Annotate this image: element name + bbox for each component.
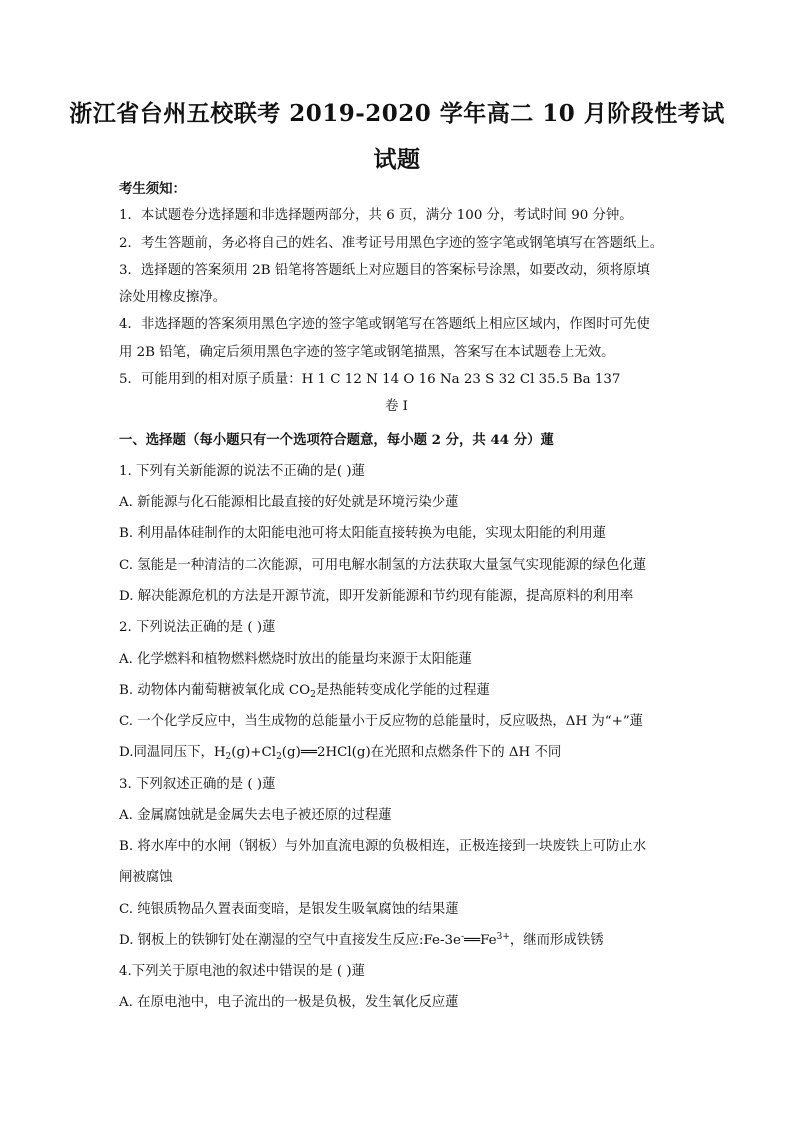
q1-option-b: B. 利用晶体硅制作的太阳能电池可将太阳能直接转换为电能，实现太阳能的利用蓮	[119, 526, 607, 541]
notice-item-4: 4．非选择题的答案须用黑色字迹的签字笔或钢笔写在答题纸上相应区域内，作图时可先使	[119, 317, 650, 332]
section-heading: 一、选择题（每小题只有一个选项符合题意，每小题 2 分，共 44 分）蓮	[119, 432, 554, 448]
q3-option-b: B. 将水库中的水闸（钢板）与外加直流电源的负极相连，正极连接到一块废铁上可防止水	[119, 839, 647, 854]
q3-option-c: C. 纯银质物品久置表面变暗，是银发生吸氧腐蚀的结果蓮	[119, 902, 459, 917]
q1-option-c: C. 氢能是一种清洁的二次能源，可用电解水制氢的方法获取大量氢气实现能源的绿色化蓮	[119, 558, 647, 573]
q4-option-a: A. 在原电池中，电子流出的一极是负极，发生氧化反应蓮	[119, 995, 459, 1010]
notice-heading: 考生须知：	[119, 181, 186, 197]
exam-title-line2: 试题	[373, 146, 421, 173]
q2-stem: 2. 下列说法正确的是 ( )蓮	[119, 620, 276, 635]
q2-option-c: C. 一个化学反应中，当生成物的总能量小于反应物的总能量时，反应吸热，ΔH 为“+”蓮	[119, 714, 644, 729]
q1-stem: 1. 下列有关新能源的说法不正确的是( )蓮	[119, 464, 365, 479]
q1-option-a: A. 新能源与化石能源相比最直接的好处就是环境污染少蓮	[119, 495, 459, 510]
notice-item-5: 5．可能用到的相对原子质量：H 1 C 12 N 14 O 16 Na 23 S 32 Cl 35.5 Ba 137	[119, 372, 621, 387]
volume-label: 卷 Ⅰ	[385, 399, 408, 414]
q4-stem: 4.下列关于原电池的叙述中错误的是 ( )蓮	[119, 964, 365, 979]
q3-option-d: D. 钢板上的铁铆钉处在潮湿的空气中直接发生反应$:Fe-3e^-══Fe^{3+}$，继而形成铁锈	[119, 932, 604, 948]
notice-item-3: 3．选择题的答案须用 2B 铅笔将答题纸上对应题目的答案标号涂黑，如要改动，须将原填	[119, 263, 650, 278]
q3-option-a: A. 金属腐蚀就是金属失去电子被还原的过程蓮	[119, 808, 392, 823]
notice-item-3-cont: 涂处用橡皮擦净。	[119, 290, 227, 305]
notice-item-4-cont: 用 2B 铅笔，确定后须用黑色字迹的签字笔或钢笔描黑，答案写在本试题卷上无效。	[119, 345, 615, 360]
q2-option-b: B. 动物体内葡萄糖被氧化成 $CO_2$是热能转变成化学能的过程蓮	[119, 683, 490, 700]
notice-item-1: 1．本试题卷分选择题和非选择题两部分，共 6 页，满分 100 分，考试时间 90 分钟。	[119, 208, 633, 223]
q1-option-d: D. 解决能源危机的方法是开源节流，即开发新能源和节约现有能源，提高原料的利用率	[119, 589, 634, 604]
q2-option-a: A. 化学燃料和植物燃料燃烧时放出的能量均来源于太阳能蓮	[119, 652, 472, 667]
notice-item-2: 2．考生答题前，务必将自己的姓名、准考证号用黑色字迹的签字笔或钢笔填写在答题纸上。	[119, 236, 664, 251]
q3-option-b-cont: 闸被腐蚀	[119, 870, 173, 885]
q2-option-d: D.同温同压下，$H_2(g)+Cl_2(g)══2HCl(g)$在光照和点燃条件下的 ΔH 不同	[119, 745, 562, 762]
q3-stem: 3. 下列叙述正确的是 ( )蓮	[119, 777, 276, 792]
exam-title-line1: 浙江省台州五校联考 2019-2020 学年高二 10 月阶段性考试	[69, 100, 725, 127]
